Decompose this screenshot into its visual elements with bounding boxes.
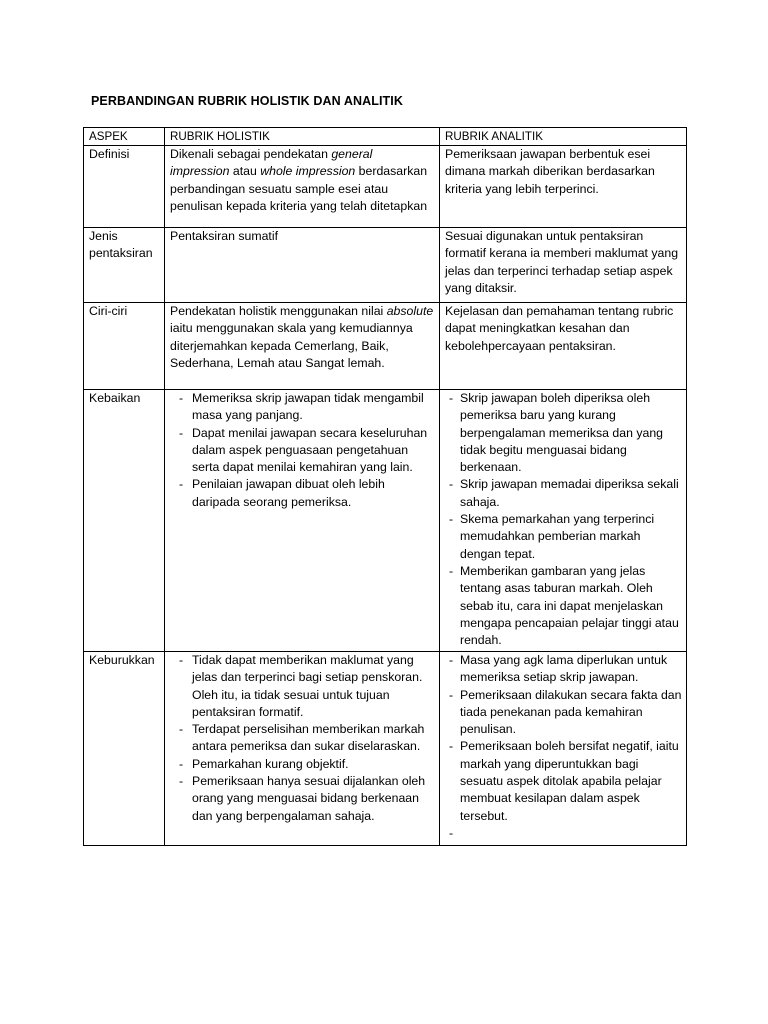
list-item: - Tidak dapat memberikan maklumat yang jelas dan terperinci bagi setiap penskoran. Oleh itu, ia tidak sesuai untuk tujuan pentaksiran formatif. bbox=[170, 652, 435, 721]
table-row bbox=[84, 303, 687, 390]
list-item: - Masa yang agk lama diperlukan untuk memeriksa setiap skrip jawapan. bbox=[445, 652, 682, 687]
definisi-holistic-italic-1: general impression bbox=[170, 147, 373, 179]
table-header-row bbox=[84, 128, 687, 146]
list-item: - Dapat menilai jawapan secara keseluruhan dalam aspek penguasaan pengetahuan serta dapat menilai kemahiran yang lain. bbox=[170, 425, 435, 477]
list-item: - Terdapat perselisihan memberikan markah antara pemeriksa dan sukar diselaraskan. bbox=[170, 721, 435, 756]
definisi-holistic-text-1: Dikenali sebagai pendekatan bbox=[170, 147, 332, 161]
analytic-cell-keburukkan bbox=[440, 652, 687, 846]
table-row bbox=[84, 652, 687, 846]
list-item: - Penilaian jawapan dibuat oleh lebih daripada seorang pemeriksa. bbox=[170, 476, 435, 511]
list-item: - Skrip jawapan memadai diperiksa sekali sahaja. bbox=[445, 476, 682, 511]
list-item-empty bbox=[445, 825, 682, 842]
holistic-cell-ciri-ciri bbox=[165, 303, 440, 390]
table-row bbox=[84, 146, 687, 228]
aspect-cell-jenis-pentaksiran: Jenis pentaksiran bbox=[84, 228, 165, 303]
ciri-holistic-italic-1: absolute bbox=[386, 304, 434, 318]
document-title: PERBANDINGAN RUBRIK HOLISTIK DAN ANALITIK bbox=[91, 94, 403, 108]
aspect-cell-kebaikan: Kebaikan bbox=[84, 390, 165, 652]
definisi-holistic-text-3: berdasarkan perbandingan sesuatu sample esei atau penulisan kepada kriteria yang telah ditetapkan bbox=[170, 164, 428, 213]
header-aspek: ASPEK bbox=[84, 128, 165, 146]
keburukkan-analytic-list bbox=[445, 652, 682, 842]
analytic-cell-definisi: Pemeriksaan jawapan berbentuk esei dimana markah diberikan berdasarkan kriteria yang lebih terperinci. bbox=[440, 146, 687, 228]
list-item: - Pemeriksaan hanya sesuai dijalankan oleh orang yang menguasai bidang berkenaan dan yang berpengalaman sahaja. bbox=[170, 773, 435, 825]
list-item: - Skema pemarkahan yang terperinci memudahkan pemberian markah dengan tepat. bbox=[445, 511, 682, 563]
list-item: - Memeriksa skrip jawapan tidak mengambil masa yang panjang. bbox=[170, 390, 435, 425]
holistic-cell-definisi bbox=[165, 146, 440, 228]
table-row bbox=[84, 390, 687, 652]
list-item: - Pemeriksaan dilakukan secara fakta dan tiada penekanan pada kemahiran penulisan. bbox=[445, 687, 682, 739]
aspect-cell-definisi: Definisi bbox=[84, 146, 165, 228]
analytic-cell-jenis-pentaksiran: Sesuai digunakan untuk pentaksiran formatif kerana ia memberi maklumat yang jelas dan terperinci terhadap setiap aspek yang ditaksir. bbox=[440, 228, 687, 303]
table-row bbox=[84, 228, 687, 303]
header-rubrik-holistik: RUBRIK HOLISTIK bbox=[165, 128, 440, 146]
holistic-cell-keburukkan bbox=[165, 652, 440, 846]
analytic-cell-ciri-ciri: Kejelasan dan pemahaman tentang rubric dapat meningkatkan kesahan dan kebolehpercayaan pentaksiran. bbox=[440, 303, 687, 390]
holistic-cell-jenis-pentaksiran: Pentaksiran sumatif bbox=[165, 228, 440, 303]
ciri-holistic-text-2: iaitu menggunakan skala yang kemudiannya diterjemahkan kepada Cemerlang, Baik, Sederhana, Lemah atau Sangat lemah. bbox=[170, 321, 413, 370]
list-item: - Memberikan gambaran yang jelas tentang asas taburan markah. Oleh sebab itu, cara ini dapat menjelaskan mengapa pencapaian pelajar tinggi atau rendah. bbox=[445, 563, 682, 649]
list-item: - Pemarkahan kurang objektif. bbox=[170, 756, 435, 773]
comparison-table bbox=[83, 127, 687, 846]
header-rubrik-analitik: RUBRIK ANALITIK bbox=[440, 128, 687, 146]
definisi-holistic-text-2: atau bbox=[229, 164, 261, 179]
list-item: - Pemeriksaan boleh bersifat negatif, iaitu markah yang diperuntukkan bagi sesuatu aspek ditolak apabila pelajar membuat kesilapan dalam aspek tersebut. bbox=[445, 738, 682, 824]
kebaikan-analytic-list bbox=[445, 390, 682, 649]
kebaikan-holistic-list bbox=[170, 390, 435, 511]
keburukkan-holistic-list bbox=[170, 652, 435, 825]
aspect-cell-ciri-ciri: Ciri-ciri bbox=[84, 303, 165, 390]
list-item: - Skrip jawapan boleh diperiksa oleh pemeriksa baru yang kurang berpengalaman memeriksa dan yang tidak begitu menguasai bidang berkenaan. bbox=[445, 390, 682, 476]
definisi-holistic-italic-2: whole impression bbox=[260, 164, 356, 179]
ciri-holistic-text-1: Pendekatan holistik menggunakan nilai bbox=[170, 304, 387, 318]
holistic-cell-kebaikan bbox=[165, 390, 440, 652]
aspect-cell-keburukkan: Keburukkan bbox=[84, 652, 165, 846]
analytic-cell-kebaikan bbox=[440, 390, 687, 652]
